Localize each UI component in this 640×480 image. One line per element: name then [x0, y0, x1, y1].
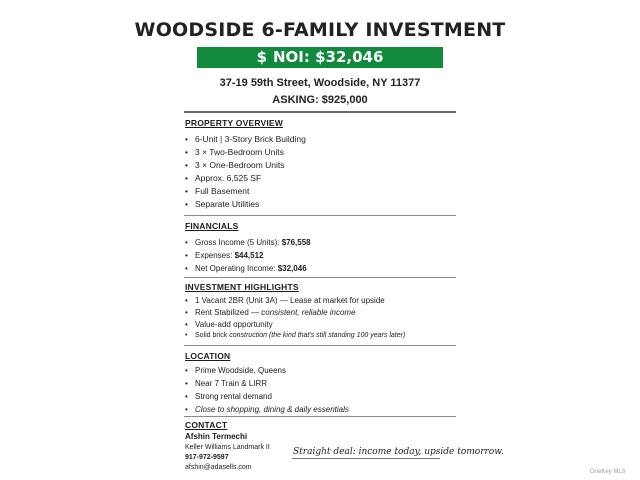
bullet-icon: •: [185, 308, 188, 317]
bullet-icon: •: [185, 320, 188, 329]
financials-list: [185, 238, 455, 277]
bullet-icon: •: [185, 134, 188, 144]
contact-phone[interactable]: 917-972-9597: [185, 454, 229, 461]
list-item: • Prime Woodside, Queens: [185, 366, 287, 375]
list-item: • Value-add opportunity: [185, 320, 273, 329]
overview-list: [185, 134, 455, 212]
dollar-icon: $: [256, 48, 267, 66]
location-list: [185, 366, 455, 418]
asking-price: ASKING: $925,000: [272, 94, 368, 106]
section-heading-financials: FINANCIALS: [185, 221, 239, 231]
list-item: • Expenses: $44,512: [185, 251, 264, 260]
highlights-list: [185, 296, 455, 344]
contact-company: Keller Williams Landmark II: [185, 444, 270, 451]
section-heading-overview: PROPERTY OVERVIEW: [185, 118, 284, 128]
bullet-icon: •: [185, 392, 188, 401]
list-item: • Approx. 6,525 SF: [185, 173, 262, 183]
divider: [184, 215, 456, 216]
bullet-icon: •: [185, 147, 188, 157]
section-heading-highlights: INVESTMENT HIGHLIGHTS: [185, 282, 299, 292]
bullet-icon: •: [185, 405, 188, 414]
list-item: • Near 7 Train & LIRR: [185, 379, 268, 388]
bullet-icon: •: [185, 160, 188, 170]
property-address: 37-19 59th Street, Woodside, NY 11377: [219, 77, 421, 89]
list-item: • 3 × One-Bedroom Units: [185, 160, 285, 170]
bullet-icon: •: [185, 186, 188, 196]
bullet-icon: •: [185, 296, 188, 305]
flyer-title: WOODSIDE 6-FAMILY INVESTMENT: [134, 19, 506, 41]
list-item: • Gross Income (5 Units): $76,558: [185, 238, 311, 247]
bullet-icon: •: [185, 251, 188, 260]
list-item: • Full Basement: [185, 186, 250, 196]
section-heading-contact: CONTACT: [185, 420, 228, 430]
list-item: • Net Operating Income: $32,046: [185, 264, 307, 273]
bullet-icon: •: [185, 366, 188, 375]
list-item: • 1 Vacant 2BR (Unit 3A) — Lease at market for upside: [185, 296, 385, 305]
list-item: • Rent Stabilized — consistent, reliable income: [185, 308, 356, 317]
bullet-icon: •: [185, 173, 188, 183]
bullet-icon: •: [185, 332, 188, 339]
list-item: • Solid brick construction (the kind that's still standing 100 years later): [185, 332, 406, 339]
divider: [184, 416, 456, 417]
tagline: Straight deal: income today, upside tomorrow.: [293, 447, 504, 457]
divider: [184, 111, 456, 113]
contact-name: Afshin Termechi: [185, 432, 248, 441]
section-heading-location: LOCATION: [185, 351, 231, 361]
bullet-icon: •: [185, 238, 188, 247]
noi-banner-text: NOI: $32,046: [273, 48, 384, 66]
list-item: • Close to shopping, dining & daily essentials: [185, 405, 349, 414]
contact-email[interactable]: afshin@adasells.com: [185, 464, 252, 471]
list-item: • Strong rental demand: [185, 392, 272, 401]
noi-banner: [197, 47, 443, 68]
tagline-underline: [292, 458, 440, 459]
bullet-icon: •: [185, 199, 188, 209]
list-item: • Separate Utilities: [185, 199, 260, 209]
bullet-icon: •: [185, 264, 188, 273]
watermark: OneKey MLS: [590, 469, 626, 475]
bullet-icon: •: [185, 379, 188, 388]
list-item: • 6-Unit | 3-Story Brick Building: [185, 134, 306, 144]
divider: [184, 277, 456, 278]
list-item: • 3 × Two-Bedroom Units: [185, 147, 284, 157]
divider: [184, 345, 456, 346]
